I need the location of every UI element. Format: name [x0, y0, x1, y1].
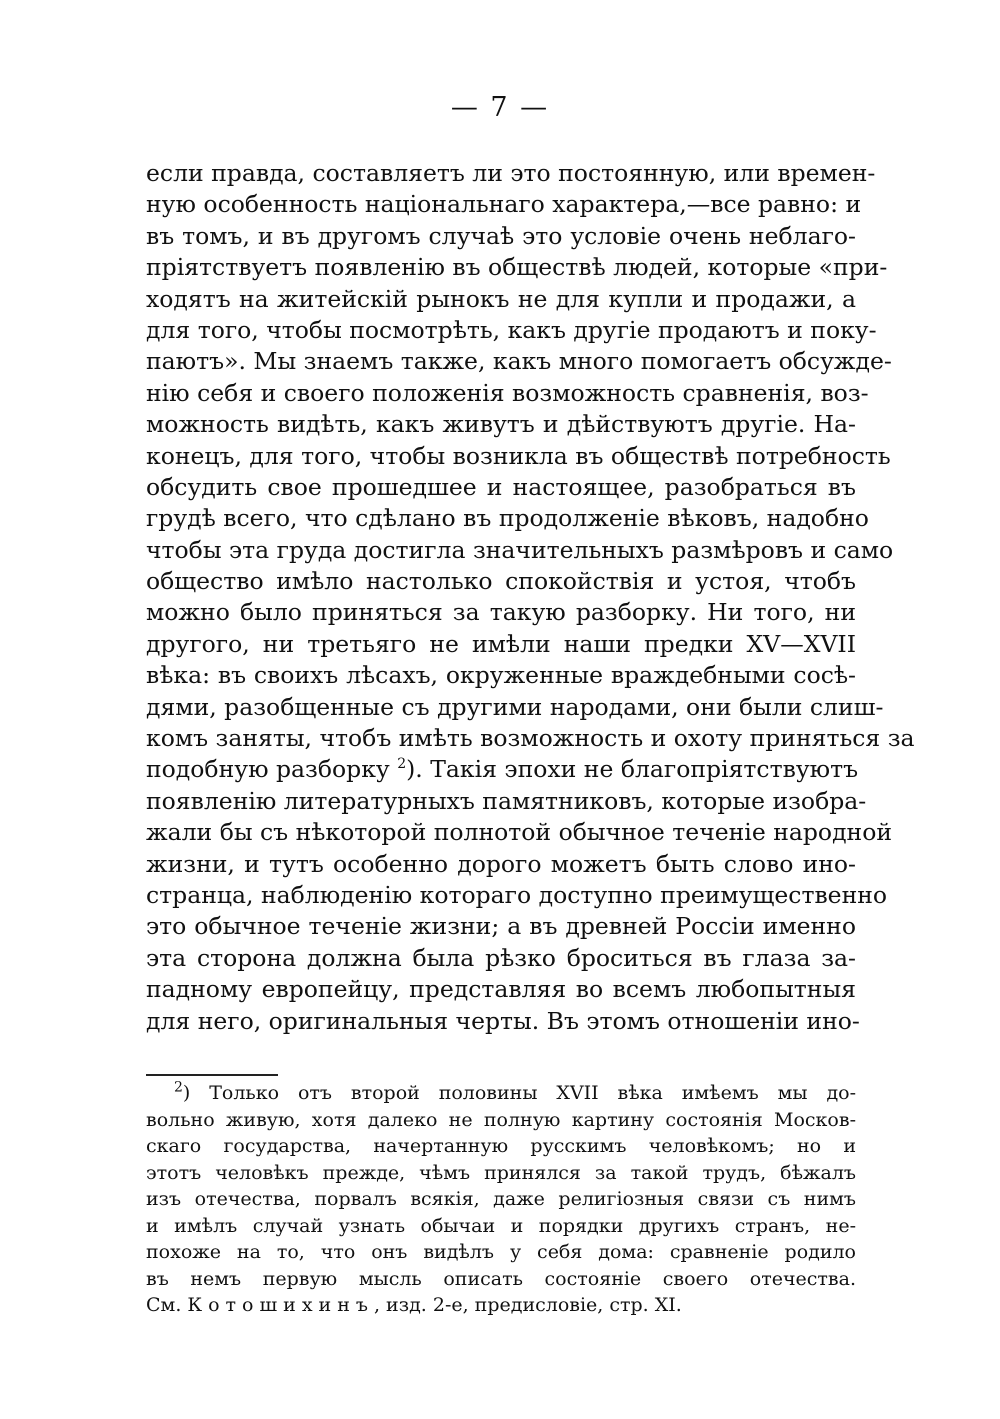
footnote-line: изъ отечества, порвалъ всякія, даже религіозныя связи съ нимъ: [146, 1188, 856, 1210]
footnote-citation: [146, 1292, 856, 1319]
text-line: другого, ни третьяго не имѣли наши предки XV—XVII: [146, 629, 856, 658]
text-line: это обычное теченіе жизни; а въ древней Россіи именно: [146, 912, 856, 941]
text-line: эта сторона должна была рѣзко броситься въ глаза за-: [146, 943, 856, 972]
text-line: нію себя и своего положенія возможность сравненія, воз-: [146, 378, 869, 407]
text-line: если правда, составляетъ ли это постоянную, или времен-: [146, 159, 876, 187]
text-line: жали бы съ нѣкоторой полнотой обычное теченіе народной: [146, 818, 893, 847]
footnote-line: этотъ человѣкъ прежде, чѣмъ принялся за такой трудъ, бѣжалъ: [146, 1161, 856, 1184]
text-line: ходятъ на житейскій рынокъ не для купли и продажи, а: [146, 284, 856, 313]
main-text-body: [146, 158, 915, 1037]
text-fragment: ). Такія эпохи не благопріятствуютъ: [406, 755, 859, 784]
footnote-text: ) Только отъ второй половины XVII вѣка имѣемъ мы до-: [182, 1082, 856, 1104]
text-line: жизни, и тутъ особенно дорого можетъ быть слово ино-: [146, 849, 856, 878]
footnote-line: въ немъ первую мысль описать состояніе своего отечества.: [146, 1267, 856, 1290]
citation-rest: , изд. 2-е, предисловіе, стр. XI.: [373, 1294, 682, 1316]
text-line-footnote-ref: [146, 754, 859, 785]
footnote-line: и имѣлъ случай узнать обычаи и порядки другихъ странъ, не-: [146, 1214, 856, 1237]
footnote-line: скаго государства, начертанную русскимъ человѣкомъ; но и: [146, 1135, 856, 1157]
text-line: комъ заняты, чтобъ имѣть возможность и охоту приняться за: [146, 724, 915, 753]
footnote-marker: 2: [174, 1079, 183, 1096]
footnote-line: похоже на то, что онъ видѣлъ у себя дома: сравненіе родило: [146, 1241, 856, 1263]
text-fragment: подобную разборку: [146, 755, 390, 784]
text-line: обсудить свое прошедшее и настоящее, разобраться въ: [146, 472, 856, 501]
text-line: въ томъ, и въ другомъ случаѣ это условіе очень неблаго-: [146, 221, 856, 250]
text-line: паютъ». Мы знаемъ также, какъ много помогаетъ обсужде-: [146, 347, 892, 376]
text-line: странца, наблюденію котораго доступно преимущественно: [146, 880, 888, 909]
text-line: для того, чтобы посмотрѣть, какъ другіе продаютъ и поку-: [146, 315, 877, 344]
text-line: пріятствуетъ появленію въ обществѣ людей, которые «при-: [146, 253, 888, 282]
footnote-divider: [146, 1074, 278, 1076]
text-line: можность видѣть, какъ живутъ и дѣйствуютъ другіе. На-: [146, 410, 856, 439]
footnote-line: вольно живую, хотя далеко не полную картину состоянія Москов-: [146, 1108, 856, 1131]
text-line: дями, разобщенные съ другими народами, они были слиш-: [146, 692, 884, 721]
page-number: — 7 —: [450, 92, 550, 123]
text-line: ную особенность національнаго характера,—все равно: и: [146, 190, 862, 219]
text-line: можно было приняться за такую разборку. Ни того, ни: [146, 598, 856, 627]
text-line: падному европейцу, представляя во всемъ любопытныя: [146, 975, 856, 1004]
text-line: грудѣ всего, что сдѣлано въ продолженіе вѣковъ, надобно: [146, 504, 869, 533]
text-line: чтобы эта груда достигла значительныхъ размѣровъ и само: [146, 535, 894, 564]
footnote-ref-marker: 2: [397, 756, 407, 773]
text-line: вѣка: въ своихъ лѣсахъ, окруженные враждебными сосѣ-: [146, 661, 856, 690]
footnote: [146, 1080, 856, 1319]
citation-author: Котошихинъ: [187, 1294, 374, 1316]
text-line: появленію литературныхъ памятниковъ, которые изобра-: [146, 786, 867, 815]
citation-prefix: См.: [146, 1294, 182, 1316]
footnote-line: [146, 1080, 856, 1107]
text-line: конецъ, для того, чтобы возникла въ обществѣ потребность: [146, 441, 891, 470]
text-line: общество имѣло настолько спокойствія и устоя, чтобъ: [146, 567, 856, 596]
text-line: для него, оригинальныя черты. Въ этомъ отношеніи ино-: [146, 1006, 860, 1035]
